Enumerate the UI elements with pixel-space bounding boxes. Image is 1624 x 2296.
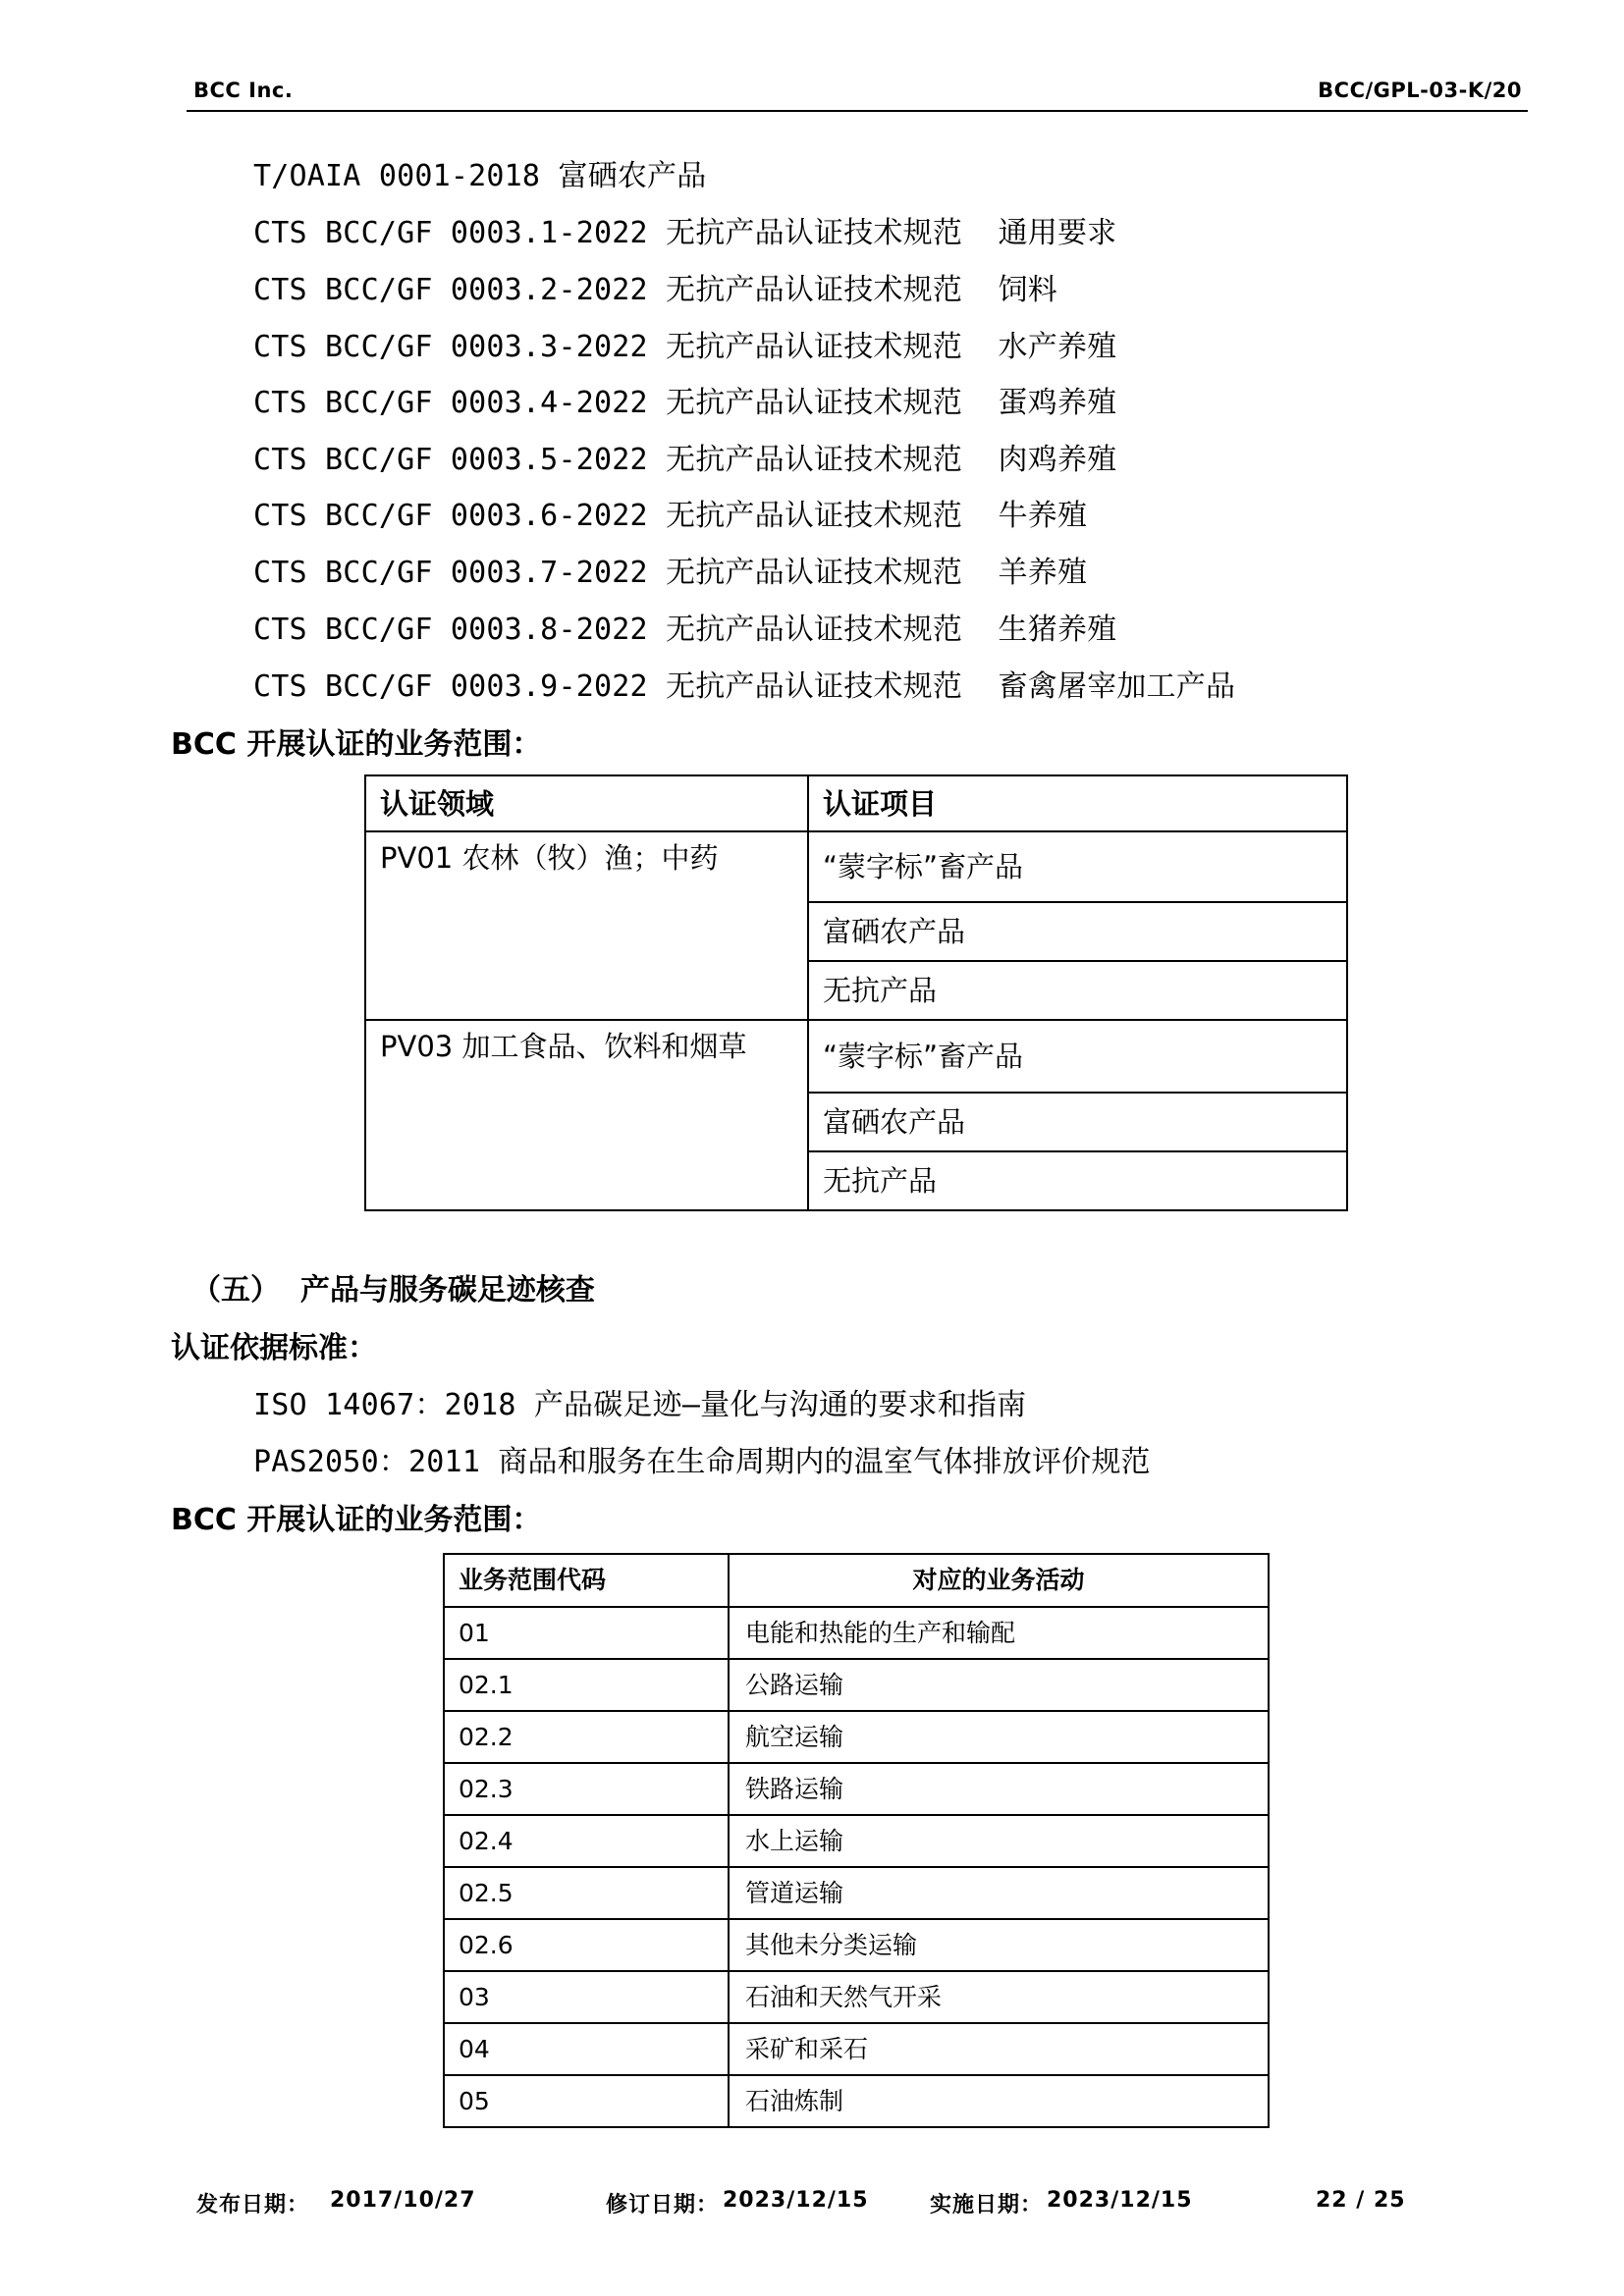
standard-line: CTS BCC/GF 0003.7-2022 无抗产品认证技术规范 羊养殖 [253, 556, 1088, 590]
standard-line: CTS BCC/GF 0003.5-2022 无抗产品认证技术规范 肉鸡养殖 [253, 443, 1117, 477]
table-row [444, 1659, 1269, 1711]
header-doc-code: BCC/GPL-03-K/20 [1318, 79, 1522, 102]
table-row [444, 1607, 1269, 1659]
table-row [365, 1020, 1347, 1093]
table-row [444, 2023, 1269, 2075]
basis-heading: 认证依据标准： [171, 1331, 377, 1365]
footer-page-number: 22 / 25 [1316, 2188, 1406, 2213]
code-cell: 02.2 [444, 1711, 729, 1763]
activity-cell: 采矿和采石 [729, 2023, 1269, 2075]
standard-line: ISO 14067：2018 产品碳足迹—量化与沟通的要求和指南 [253, 1388, 1027, 1422]
activity-cell: 管道运输 [729, 1867, 1269, 1919]
activity-cell: 水上运输 [729, 1815, 1269, 1867]
footer-effective-date: 2023/12/15 [1047, 2188, 1193, 2213]
footer-issue-label: 发布日期： [196, 2193, 310, 2217]
project-cell: 无抗产品 [808, 961, 1347, 1020]
standard-line: PAS2050：2011 商品和服务在生命周期内的温室气体排放评价规范 [253, 1445, 1151, 1479]
table-row [444, 1815, 1269, 1867]
standard-line: CTS BCC/GF 0003.2-2022 无抗产品认证技术规范 饲料 [253, 273, 1057, 307]
standard-line: CTS BCC/GF 0003.8-2022 无抗产品认证技术规范 生猪养殖 [253, 613, 1117, 647]
table-header-row [365, 775, 1347, 831]
footer-revise-date: 2023/12/15 [723, 2188, 869, 2213]
activity-cell: 铁路运输 [729, 1763, 1269, 1815]
scope-heading: BCC 开展认证的业务范围： [171, 727, 542, 762]
code-cell: 02.1 [444, 1659, 729, 1711]
code-cell: 02.4 [444, 1815, 729, 1867]
business-scope-table [443, 1553, 1270, 2128]
column-header-activity: 对应的业务活动 [729, 1554, 1269, 1607]
scope-heading: BCC 开展认证的业务范围： [171, 1503, 542, 1537]
section-title: （五） 产品与服务碳足迹核查 [191, 1273, 595, 1308]
column-header-project: 认证项目 [808, 775, 1347, 831]
table-row [444, 1971, 1269, 2023]
table-row [365, 831, 1347, 902]
footer-issue-date: 2017/10/27 [330, 2188, 476, 2213]
standard-line: CTS BCC/GF 0003.4-2022 无抗产品认证技术规范 蛋鸡养殖 [253, 386, 1117, 420]
table-row [444, 1867, 1269, 1919]
table-header-row [444, 1554, 1269, 1607]
footer-effective-label: 实施日期： [930, 2193, 1044, 2217]
project-cell: “蒙字标”畜产品 [808, 831, 1347, 902]
project-cell: 富硒农产品 [808, 1093, 1347, 1151]
activity-cell: 航空运输 [729, 1711, 1269, 1763]
table-row [444, 1919, 1269, 1971]
footer-revise-label: 修订日期： [606, 2193, 720, 2217]
standard-line: T/OAIA 0001-2018 富硒农产品 [253, 159, 707, 193]
project-cell: 富硒农产品 [808, 902, 1347, 961]
code-cell: 04 [444, 2023, 729, 2075]
activity-cell: 电能和热能的生产和输配 [729, 1607, 1269, 1659]
standard-line: CTS BCC/GF 0003.9-2022 无抗产品认证技术规范 畜禽屠宰加工产品 [253, 669, 1236, 704]
table-row [444, 1763, 1269, 1815]
domain-cell: PV01 农林（牧）渔；中药 [365, 831, 808, 1020]
standard-line: CTS BCC/GF 0003.3-2022 无抗产品认证技术规范 水产养殖 [253, 330, 1117, 364]
project-cell: “蒙字标”畜产品 [808, 1020, 1347, 1093]
column-header-domain: 认证领域 [365, 775, 808, 831]
header-company: BCC Inc. [193, 79, 294, 102]
table-row [444, 2075, 1269, 2127]
code-cell: 02.3 [444, 1763, 729, 1815]
activity-cell: 石油炼制 [729, 2075, 1269, 2127]
code-cell: 01 [444, 1607, 729, 1659]
code-cell: 03 [444, 1971, 729, 2023]
project-cell: 无抗产品 [808, 1151, 1347, 1210]
activity-cell: 其他未分类运输 [729, 1919, 1269, 1971]
header-rule [187, 110, 1528, 112]
standard-line: CTS BCC/GF 0003.6-2022 无抗产品认证技术规范 牛养殖 [253, 499, 1088, 533]
code-cell: 02.5 [444, 1867, 729, 1919]
standard-line: CTS BCC/GF 0003.1-2022 无抗产品认证技术规范 通用要求 [253, 216, 1117, 250]
certification-scope-table [364, 774, 1348, 1211]
domain-cell: PV03 加工食品、饮料和烟草 [365, 1020, 808, 1210]
table-row [444, 1711, 1269, 1763]
column-header-code: 业务范围代码 [444, 1554, 729, 1607]
activity-cell: 公路运输 [729, 1659, 1269, 1711]
code-cell: 05 [444, 2075, 729, 2127]
code-cell: 02.6 [444, 1919, 729, 1971]
activity-cell: 石油和天然气开采 [729, 1971, 1269, 2023]
